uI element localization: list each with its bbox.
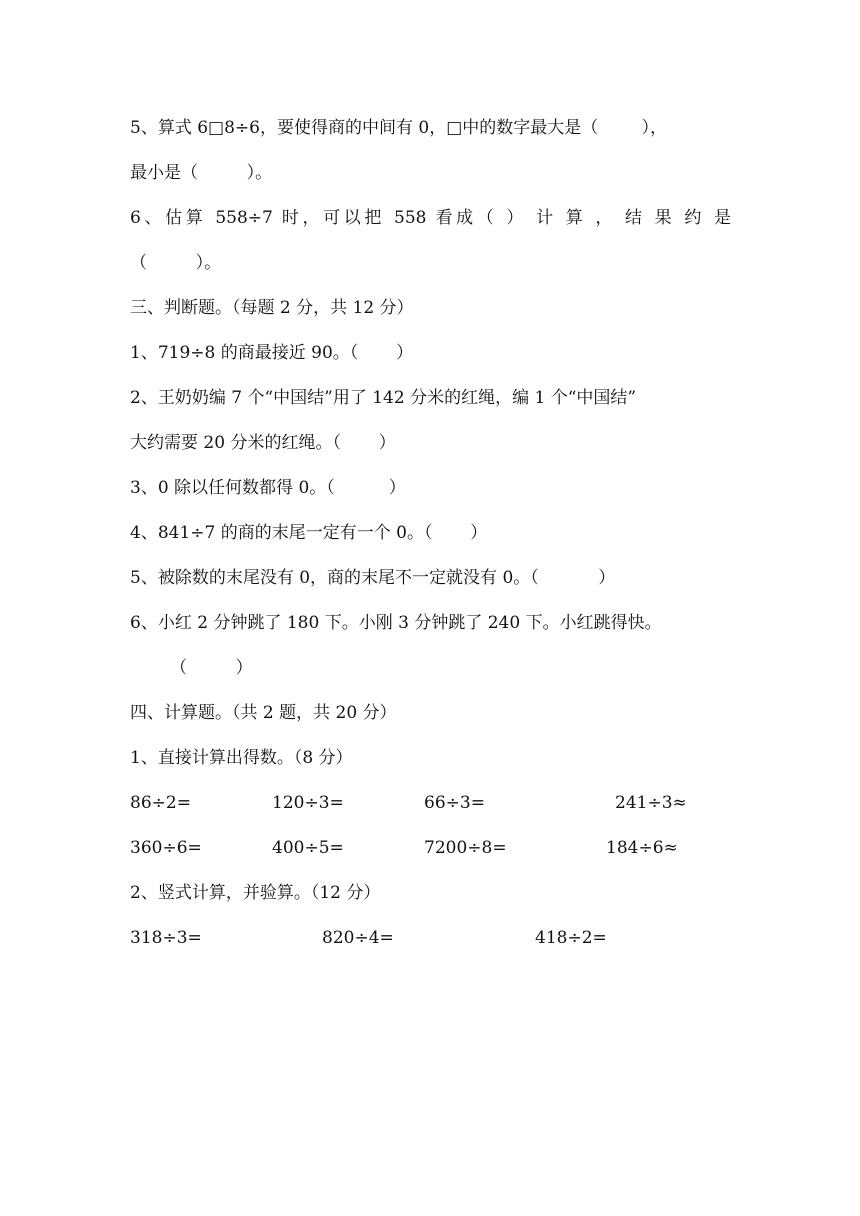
calc-item: 360÷6= — [130, 838, 202, 858]
judge-question-2-line-1: 2、王奶奶编 7 个“中国结”用了 142 分米的红绳，编 1 个“中国结” — [130, 388, 637, 408]
calc-sub-2-heading: 2、竖式计算，并验算。（12 分） — [130, 883, 381, 903]
calc-item: 120÷3= — [272, 793, 344, 813]
calc-item: 241÷3≈ — [615, 793, 687, 813]
judge-question-2-line-2: 大约需要 20 分米的红绳。（ ） — [130, 433, 396, 453]
judge-question-6-line-1: 6、小红 2 分钟跳了 180 下。小刚 3 分钟跳了 240 下。小红跳得快。 — [130, 613, 662, 633]
calc-item: 7200÷8= — [424, 838, 507, 858]
judge-question-6-line-2: （ ） — [170, 658, 253, 678]
judge-question-5: 5、被除数的末尾没有 0，商的末尾不一定就没有 0。（ ） — [130, 568, 616, 588]
calc-sub-1-heading: 1、直接计算出得数。（8 分） — [130, 748, 353, 768]
calc-item: 820÷4= — [322, 928, 394, 948]
calc-item: 184÷6≈ — [606, 838, 678, 858]
calc-item: 400÷5= — [272, 838, 344, 858]
question-2-6-line-2: （ ）。 — [130, 253, 222, 273]
judge-question-4: 4、841÷7 的商的末尾一定有一个 0。（ ） — [130, 523, 488, 543]
calc-item: 66÷3= — [424, 793, 485, 813]
calc-item: 86÷2= — [130, 793, 191, 813]
calc-item: 318÷3= — [130, 928, 202, 948]
question-2-5-line-1: 5、算式 6□8÷6，要使得商的中间有 0，□中的数字最大是（ ）， — [130, 118, 667, 138]
question-2-5-line-2: 最小是（ ）。 — [130, 163, 273, 183]
section-3-heading: 三、判断题。（每题 2 分，共 12 分） — [130, 298, 414, 318]
judge-question-1: 1、719÷8 的商最接近 90。（ ） — [130, 343, 414, 363]
calc-item: 418÷2= — [535, 928, 607, 948]
section-4-heading: 四、计算题。（共 2 题，共 20 分） — [130, 703, 397, 723]
question-2-6-line-1: 6、估算 558÷7 时，可以把 558 看成（ ） 计 算 ， 结 果 约 是 — [130, 208, 731, 228]
judge-question-3: 3、0 除以任何数都得 0。（ ） — [130, 478, 406, 498]
